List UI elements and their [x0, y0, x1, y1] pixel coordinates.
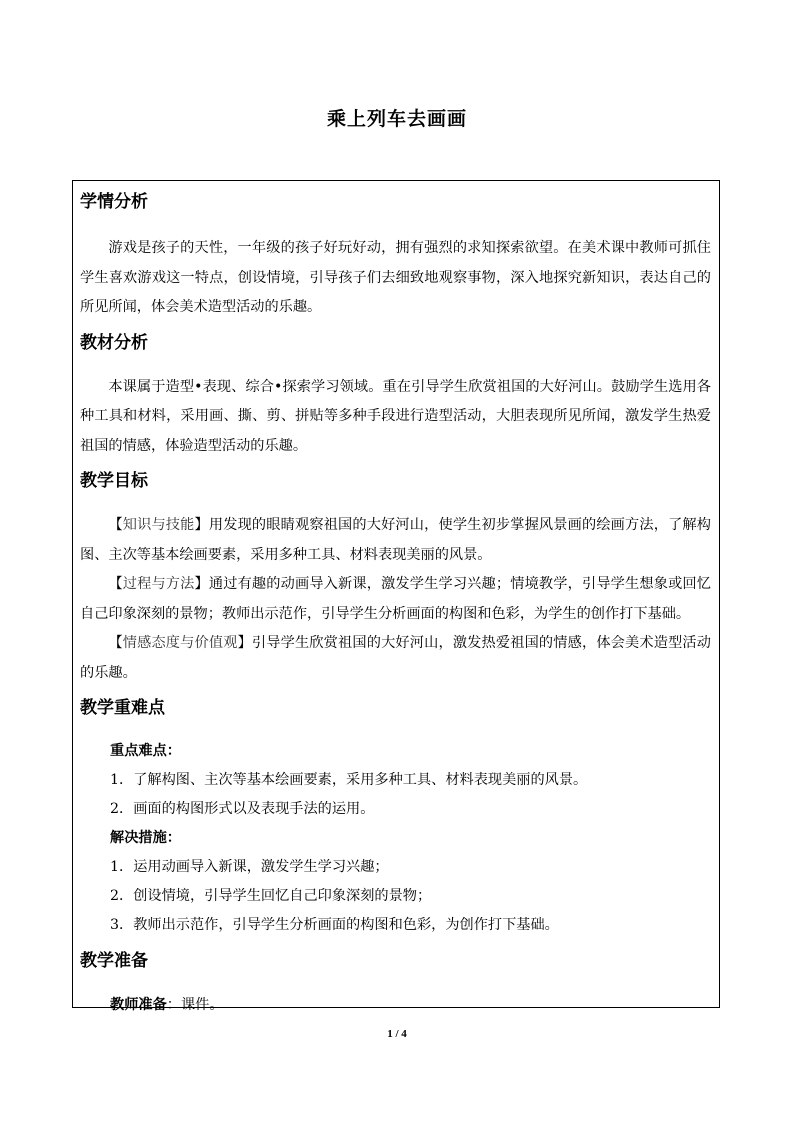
focus-label: 重点难点： [110, 743, 181, 759]
bracket-open: 【 [108, 576, 123, 592]
solution-label: 解决措施： [110, 830, 181, 846]
page-number: 1 / 4 [387, 1028, 407, 1040]
bracket-open: 【 [108, 517, 123, 533]
list-item: 2．创设情境，引导学生回忆自己印象深刻的景物； [110, 888, 432, 904]
objective-label: 情感态度与价值观 [122, 635, 238, 651]
document-title: 乘上列车去画画 [326, 108, 467, 130]
list-item: 1．了解构图、主次等基本绘画要素，采用多种工具、材料表现美丽的风景。 [110, 772, 588, 788]
objective-text: 通过有趣的动画导入新课，激发学生学习兴趣；情境教学，引导学生想象或回忆自己印象深刻的景物；教师出示范作，引导学生分析画面的构图和色彩，为学生的创作打下基础。 [80, 576, 711, 622]
section-heading: 学情分析 [80, 192, 148, 212]
section-heading: 教学准备 [80, 951, 148, 971]
section-key-points [80, 693, 711, 940]
objective-paragraph [80, 570, 711, 629]
lesson-plan-table [72, 180, 720, 1013]
objective-paragraph [80, 629, 711, 688]
section-heading: 教材分析 [80, 332, 148, 353]
bracket-close: 】 [194, 576, 209, 592]
section-paragraph: 游戏是孩子的天性，一年级的孩子好玩好动，拥有强烈的求知探索欲望。在美术课中教师可抓住学生喜欢游戏这一特点，创设情境，引导孩子们去细致地观察事物，深入地探究新知识，表达自己的所见所闻，体会美术造型活动的乐趣。 [80, 240, 711, 315]
objective-text: 用发现的眼睛观察祖国的大好河山，使学生初步掌握风景画的绘画方法，了解构图、主次等基本绘画要素，采用多种工具、材料表现美丽的风景。 [80, 517, 711, 563]
teacher-preparation [80, 991, 711, 1020]
objective-paragraph [80, 511, 711, 570]
section-preparation [80, 946, 711, 1020]
section-objectives [80, 466, 711, 688]
list-item: 3．教师出示范作，引导学生分析画面的构图和色彩，为创作打下基础。 [110, 917, 559, 933]
bracket-open: 【 [108, 635, 123, 651]
objective-text: 引导学生欣赏祖国的大好河山，激发热爱祖国的情感，体会美术造型活动的乐趣。 [80, 635, 711, 681]
bracket-close: 】 [237, 635, 252, 651]
section-paragraph: 本课属于造型•表现、综合•探索学习领域。重在引导学生欣赏祖国的大好河山。鼓励学生选用各种工具和材料，采用画、撕、剪、拼贴等多种手段进行造型活动，大胆表现所见所闻，激发学生热爱祖国的情感，体验造型活动的乐趣。 [80, 378, 711, 454]
teacher-prep-text: ：课件。 [166, 997, 224, 1013]
section-heading: 教学重难点 [80, 698, 165, 718]
list-item: 1．运用动画导入新课，激发学生学习兴趣； [110, 859, 389, 875]
section-textbook-analysis [80, 328, 711, 462]
bracket-close: 】 [194, 517, 209, 533]
section-learning-analysis [80, 187, 711, 323]
list-item: 2．画面的构图形式以及表现手法的运用。 [110, 801, 375, 817]
objective-label: 知识与技能 [122, 517, 195, 533]
section-heading: 教学目标 [80, 471, 148, 491]
teacher-prep-label: 教师准备 [110, 997, 167, 1013]
objective-label: 过程与方法 [122, 576, 195, 592]
